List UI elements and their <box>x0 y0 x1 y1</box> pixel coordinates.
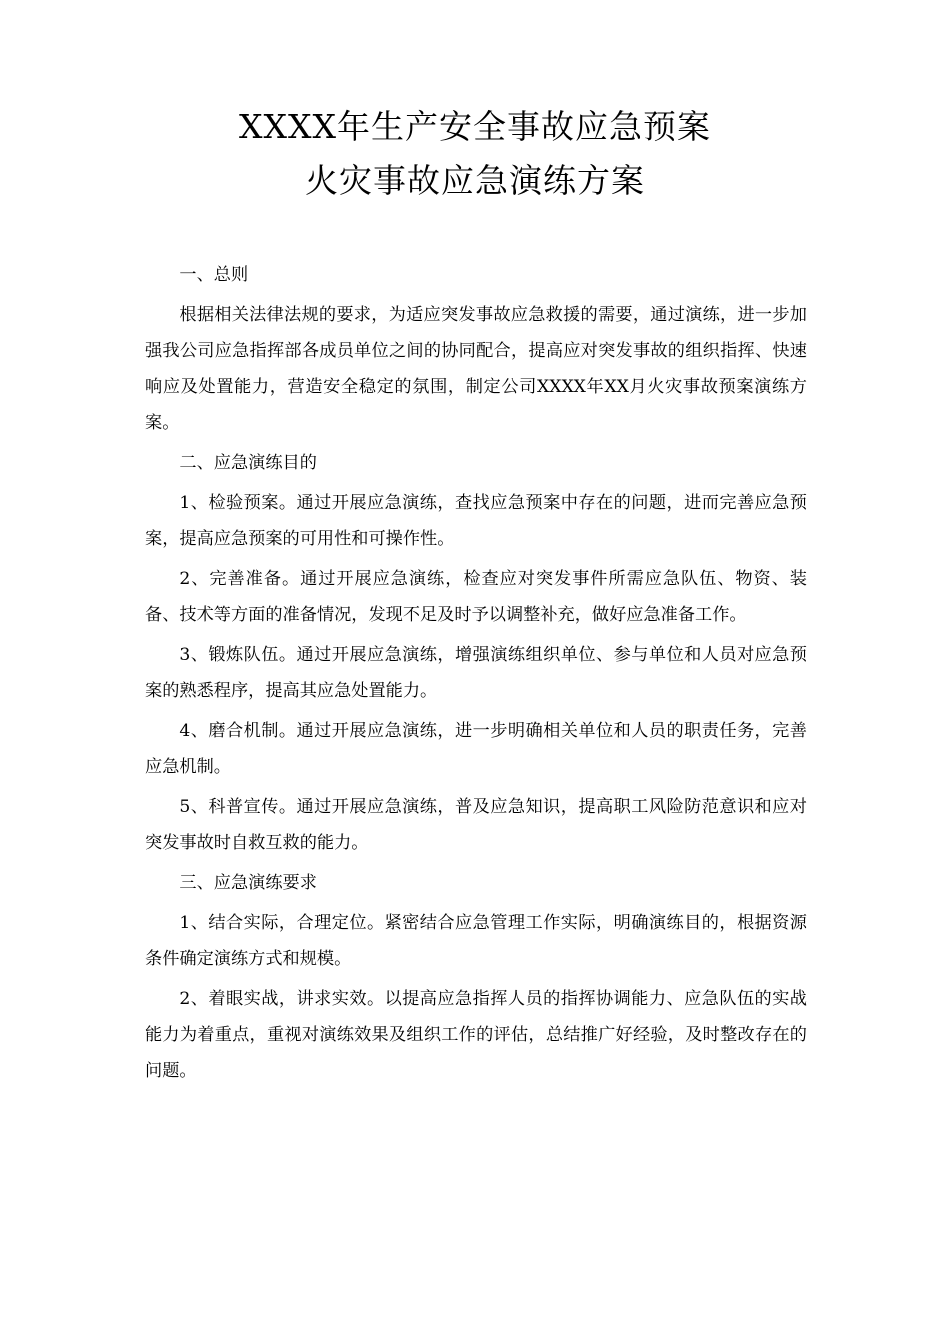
purpose-item: 3、锻炼队伍。通过开展应急演练，增强演练组织单位、参与单位和人员对应急预案的熟悉程序，提高其应急处置能力。 <box>145 645 807 701</box>
title-line-1: XXXX年生产安全事故应急预案 <box>239 107 711 146</box>
section-heading-requirements: 三、应急演练要求 <box>179 873 317 893</box>
document-title <box>0 100 950 208</box>
title-line-2: 火灾事故应急演练方案 <box>305 161 645 200</box>
section-heading-general: 一、总则 <box>179 265 249 285</box>
section-heading-purpose: 二、应急演练目的 <box>179 453 317 473</box>
general-paragraph: 根据相关法律法规的要求，为适应突发事故应急救援的需要，通过演练，进一步加强我公司应急指挥部各成员单位之间的协同配合，提高应对突发事故的组织指挥、快速响应及处置能力，营造安全稳定的氛围，制定公司XXXX年XX月火灾事故预案演练方案。 <box>145 305 807 433</box>
requirements-item: 1、结合实际，合理定位。紧密结合应急管理工作实际，明确演练目的，根据资源条件确定演练方式和规模。 <box>145 913 807 969</box>
purpose-item: 2、完善准备。通过开展应急演练，检查应对突发事件所需应急队伍、物资、装备、技术等方面的准备情况，发现不足及时予以调整补充，做好应急准备工作。 <box>145 569 807 625</box>
requirements-item: 2、着眼实战，讲求实效。以提高应急指挥人员的指挥协调能力、应急队伍的实战能力为着重点，重视对演练效果及组织工作的评估，总结推广好经验，及时整改存在的问题。 <box>145 989 807 1081</box>
purpose-item: 1、检验预案。通过开展应急演练，查找应急预案中存在的问题，进而完善应急预案，提高应急预案的可用性和可操作性。 <box>145 493 807 549</box>
document-body <box>145 257 807 1093</box>
purpose-item: 5、科普宣传。通过开展应急演练，普及应急知识，提高职工风险防范意识和应对突发事故时自救互救的能力。 <box>145 797 807 853</box>
purpose-item: 4、磨合机制。通过开展应急演练，进一步明确相关单位和人员的职责任务，完善应急机制。 <box>145 721 807 777</box>
